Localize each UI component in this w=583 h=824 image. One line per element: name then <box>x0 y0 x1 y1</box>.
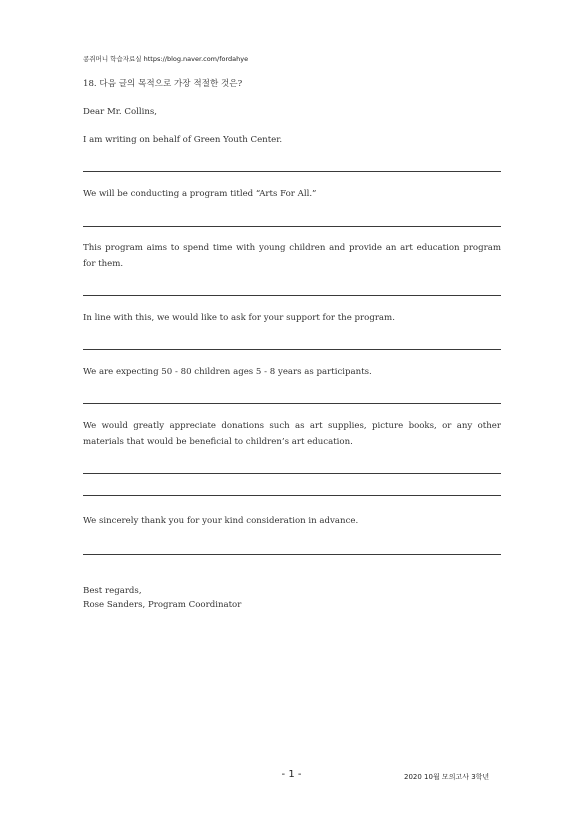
sentence-3: This program aims to spend time with young children and provide an art education program for them. <box>83 243 501 269</box>
answer-line-1 <box>83 171 501 172</box>
answer-line-8 <box>83 554 501 555</box>
question-title: 18. 다음 글의 목적으로 가장 적절한 것은? <box>83 79 243 89</box>
page-number: - 1 - <box>281 769 302 780</box>
exam-label: 2020 10월 모의고사 3학년 <box>404 773 490 781</box>
letter-greeting: Dear Mr. Collins, <box>83 107 158 117</box>
answer-line-2 <box>83 226 501 227</box>
answer-line-7 <box>83 495 501 496</box>
letter-signature: Rose Sanders, Program Coordinator <box>83 600 242 610</box>
sentence-2: We will be conducting a program titled “Arts For All.” <box>83 189 317 199</box>
answer-line-4 <box>83 349 501 350</box>
answer-line-5 <box>83 403 501 404</box>
letter-closing: Best regards, <box>83 586 142 596</box>
sentence-4: In line with this, we would like to ask for your support for the program. <box>83 313 395 323</box>
sentence-5: We are expecting 50 - 80 children ages 5 - 8 years as participants. <box>83 367 372 377</box>
sentence-6: We would greatly appreciate donations such as art supplies, picture books, or any other materials that would be beneficial to children’s art education. <box>83 421 501 447</box>
answer-line-6 <box>83 473 501 474</box>
source-header: 콩쥐머니 학습자료실 https://blog.naver.com/fordahye <box>83 55 249 63</box>
answer-line-3 <box>83 295 501 296</box>
sentence-7: We sincerely thank you for your kind consideration in advance. <box>83 516 359 526</box>
sentence-1: I am writing on behalf of Green Youth Center. <box>83 135 283 145</box>
